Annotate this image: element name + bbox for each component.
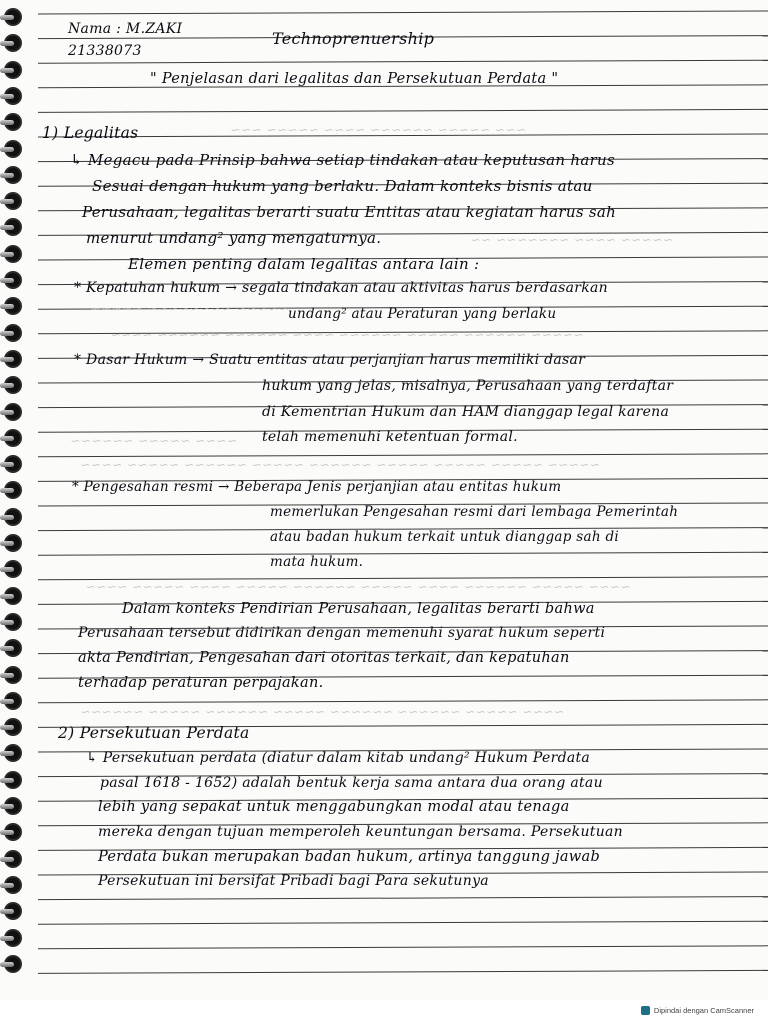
text-line: Perusahaan tersebut didirikan dengan memenuhi syarat hukum seperti	[78, 625, 606, 641]
student-id: 21338073	[68, 43, 142, 59]
spiral-binding	[0, 0, 34, 1000]
text-line: Dalam konteks Pendirian Perusahaan, legalitas berarti bahwa	[122, 601, 595, 617]
binding-hole	[2, 34, 24, 54]
text-line: pasal 1618 - 1652) adalah bentuk kerja sama antara dua orang atau	[100, 775, 603, 791]
binding-hole	[2, 481, 24, 501]
binding-hole	[2, 455, 24, 475]
page-title: " Penjelasan dari legalitas dan Persekutuan Perdata "	[150, 71, 559, 87]
bleed-through-text: ~~~~~ ~~~~ ~~~~~~~ ~~	[470, 233, 673, 247]
bleed-through-text: ~~~~~ ~~~~~ ~~~~~ ~~~~~ ~~~~~~ ~~~~~ ~~~~~~ ~~~~~ ~~~~	[80, 458, 601, 472]
text-line: menurut undang² yang mengaturnya.	[86, 229, 382, 247]
binding-hole	[2, 850, 24, 870]
rule-line	[38, 60, 768, 63]
text-line: lebih yang sepakat untuk menggabungkan modal atau tenaga	[98, 799, 570, 815]
text-line: undang² atau Peraturan yang berlaku	[288, 306, 557, 322]
camscanner-logo-icon	[641, 1006, 650, 1015]
bleed-through-text: ~~~~ ~~~~~ ~~~~~~ ~~~~~~ ~~~~~ ~~~~~~ ~~~~~ ~~~~~~	[80, 705, 565, 719]
binding-hole	[2, 192, 24, 212]
rule-line	[38, 700, 768, 703]
binding-hole	[2, 376, 24, 396]
binding-hole	[2, 508, 24, 528]
bleed-through-text: ~~~~~ ~~~~~~~~ ~~~~~	[90, 302, 289, 316]
text-line: akta Pendirian, Pengesahan dari otoritas terkait, dan kepatuhan	[78, 650, 570, 666]
bleed-through-text: ~~~~ ~~~~~ ~~~~~~	[70, 434, 237, 448]
binding-hole	[2, 587, 24, 607]
rule-line	[38, 897, 768, 900]
text-line: Elemen penting dalam legalitas antara lain :	[128, 255, 480, 273]
binding-hole	[2, 140, 24, 160]
binding-hole	[2, 245, 24, 265]
binding-hole	[2, 560, 24, 580]
subject-title: Technoprenuership	[272, 29, 435, 48]
bleed-through-text: ~~~~~ ~~~~~~ ~~~~~ ~~~~~~ ~~~~ ~~~~~~ ~~~~~~ ~~~~	[110, 328, 584, 342]
binding-hole	[2, 218, 24, 238]
text-line: Perdata bukan merupakan badan hukum, artinya tanggung jawab	[98, 849, 601, 865]
binding-hole	[2, 271, 24, 291]
rule-line	[38, 946, 768, 949]
binding-hole	[2, 403, 24, 423]
text-line: terhadap peraturan perpajakan.	[78, 675, 324, 691]
binding-hole	[2, 87, 24, 107]
rule-line	[38, 552, 768, 555]
bleed-through-text: ~~~~ ~~~~~ ~~~~~~ ~~~~ ~~~~~ ~~~~~~ ~~~~~ ~~~~ ~~~~~ ~~~~	[85, 580, 631, 594]
student-name: Nama : M.ZAKI	[68, 21, 183, 37]
text-line: ↳ Megacu pada Prinsip bahwa setiap tindakan atau keputusan harus	[70, 151, 616, 169]
binding-hole	[2, 692, 24, 712]
scanner-watermark	[641, 1006, 754, 1015]
binding-hole	[2, 797, 24, 817]
text-line: telah memenuhi ketentuan formal.	[262, 429, 518, 445]
text-line: memerlukan Pengesahan resmi dari lembaga Pemerintah	[270, 504, 679, 520]
binding-hole	[2, 166, 24, 186]
binding-hole	[2, 929, 24, 949]
rule-line	[38, 109, 768, 112]
text-line: di Kementrian Hukum dan HAM dianggap legal karena	[262, 404, 670, 420]
scanner-note: Dipindai dengan CamScanner	[653, 1006, 754, 1015]
binding-hole	[2, 534, 24, 554]
rule-line	[38, 970, 768, 973]
binding-hole	[2, 639, 24, 659]
text-line: ↳ Persekutuan perdata (diatur dalam kitab undang² Hukum Perdata	[86, 750, 591, 766]
section-heading: 1) Legalitas	[42, 124, 139, 142]
binding-hole	[2, 113, 24, 133]
binding-hole	[2, 297, 24, 317]
binding-hole	[2, 744, 24, 764]
binding-hole	[2, 613, 24, 633]
bullet-line: * Dasar Hukum → Suatu entitas atau perjanjian harus memiliki dasar	[74, 352, 586, 368]
bullet-line: * Kepatuhan hukum → segala tindakan atau aktivitas harus berdasarkan	[74, 280, 608, 296]
binding-hole	[2, 902, 24, 922]
binding-hole	[2, 876, 24, 896]
section-heading: 2) Persekutuan Perdata	[58, 724, 250, 742]
rule-line	[38, 11, 768, 14]
text-line: mereka dengan tujuan memperoleh keuntungan bersama. Persekutuan	[98, 824, 623, 840]
text-line: Perusahaan, legalitas berarti suatu Entitas atau kegiatan harus sah	[82, 203, 617, 221]
text-line: Persekutuan ini bersifat Pribadi bagi Para sekutunya	[98, 873, 489, 889]
text-line: Sesuai dengan hukum yang berlaku. Dalam konteks bisnis atau	[92, 177, 593, 195]
text-line: atau badan hukum terkait untuk dianggap sah di	[270, 529, 620, 545]
binding-hole	[2, 718, 24, 738]
binding-hole	[2, 61, 24, 81]
binding-hole	[2, 666, 24, 686]
binding-hole	[2, 8, 24, 28]
binding-hole	[2, 771, 24, 791]
bullet-line: * Pengesahan resmi → Beberapa Jenis perjanjian atau entitas hukum	[72, 479, 562, 495]
binding-hole	[2, 823, 24, 843]
binding-hole	[2, 429, 24, 449]
binding-hole	[2, 350, 24, 370]
rule-line	[38, 454, 768, 457]
text-line: hukum yang jelas, misalnya, Perusahaan yang terdaftar	[262, 378, 674, 394]
rule-line	[38, 921, 768, 924]
binding-hole	[2, 955, 24, 975]
bleed-through-text: ~~~ ~~~~~ ~~~~~~ ~~~~ ~~~~~ ~~~	[230, 123, 526, 137]
binding-hole	[2, 324, 24, 344]
text-line: mata hukum.	[270, 554, 364, 570]
